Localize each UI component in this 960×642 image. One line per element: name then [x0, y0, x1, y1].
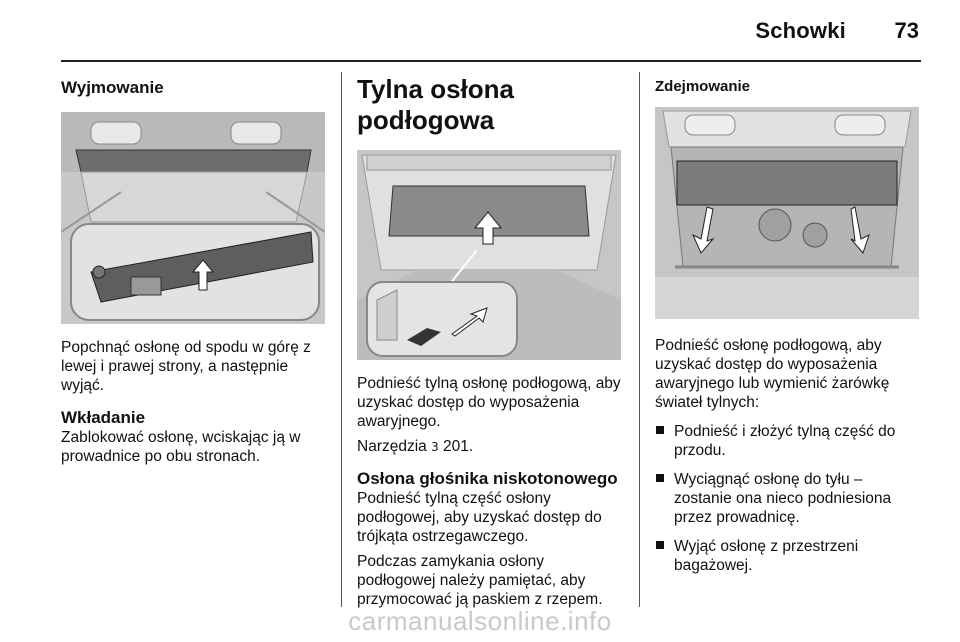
column-2: [357, 74, 625, 609]
section-heading-zdejmowanie: Zdejmowanie: [655, 78, 751, 95]
watermark: carmanualsonline.info: [348, 606, 612, 636]
tools-reference-label: Narzędzia: [357, 438, 427, 455]
paragraph-oslona-glosnika-1: Podnieść tylną część osłony podłogowej, aby uzyskać dostęp do trójkąta ostrzegawczego.: [357, 490, 602, 545]
cover-removal-illustration: [61, 112, 325, 324]
section-heading-wkladanie: Wkładanie: [61, 408, 146, 427]
list-item-text: Wyjąć osłonę z przestrzeni bagażowej.: [674, 538, 859, 574]
list-item-text: Wyciągnąć osłonę do tyłu – zostanie ona nieco podniesiona przez prowadnicę.: [674, 471, 892, 526]
header-rule: [61, 60, 921, 62]
section-heading-tylna-oslona: Tylna osłona podłogowa: [357, 74, 514, 135]
list-item: [655, 422, 921, 460]
list-item-text: Podnieść i złożyć tylną część do przodu.: [674, 423, 896, 459]
paragraph-oslona-glosnika-2: Podczas zamykania osłony podłogowej należy pamiętać, aby przymocować ją paskiem z rzepem.: [357, 553, 603, 608]
column-1: [61, 74, 325, 466]
floor-cover-illustration: [357, 150, 621, 360]
list-item: [655, 537, 921, 575]
section-heading-oslona-glosnika: Osłona głośnika niskotonowego: [357, 469, 618, 488]
tools-reference-page: 201.: [443, 438, 474, 455]
paragraph-wkladanie: Zablokować osłonę, wciskając ją w prowadnice po obu stronach.: [61, 429, 301, 465]
bullet-square-icon: [656, 474, 664, 482]
floor-cover-figure: [357, 150, 621, 360]
paragraph-tylna-oslona: Podnieść tylną osłonę podłogową, aby uzyskać dostęp do wyposażenia awaryjnego.: [357, 375, 621, 430]
list-item: [655, 470, 921, 527]
section-heading-wyjmowanie: Wyjmowanie: [61, 78, 164, 97]
floor-cover-removal-illustration: [655, 107, 919, 319]
bullet-square-icon: [656, 426, 664, 434]
bullet-list: [655, 422, 921, 575]
column-divider-right: [639, 72, 640, 607]
floor-cover-removal-figure: [655, 107, 919, 319]
tools-reference: [357, 437, 625, 457]
column-divider-left: [341, 72, 342, 607]
bullet-square-icon: [656, 541, 664, 549]
paragraph-zdejmowanie: Podnieść osłonę podłogową, aby uzyskać dostęp do wyposażenia awaryjnego lub wymienić żarówkę świateł tylnych:: [655, 337, 890, 411]
reference-arrow-icon: 3: [431, 440, 439, 454]
column-3: [655, 74, 921, 585]
page-title: Schowki: [755, 18, 846, 43]
page-number: 73: [894, 18, 919, 43]
paragraph-wyjmowanie: Popchnąć osłonę od spodu w górę z lewej i prawej strony, a następnie wyjąć.: [61, 339, 311, 394]
cover-removal-figure: [61, 112, 325, 324]
